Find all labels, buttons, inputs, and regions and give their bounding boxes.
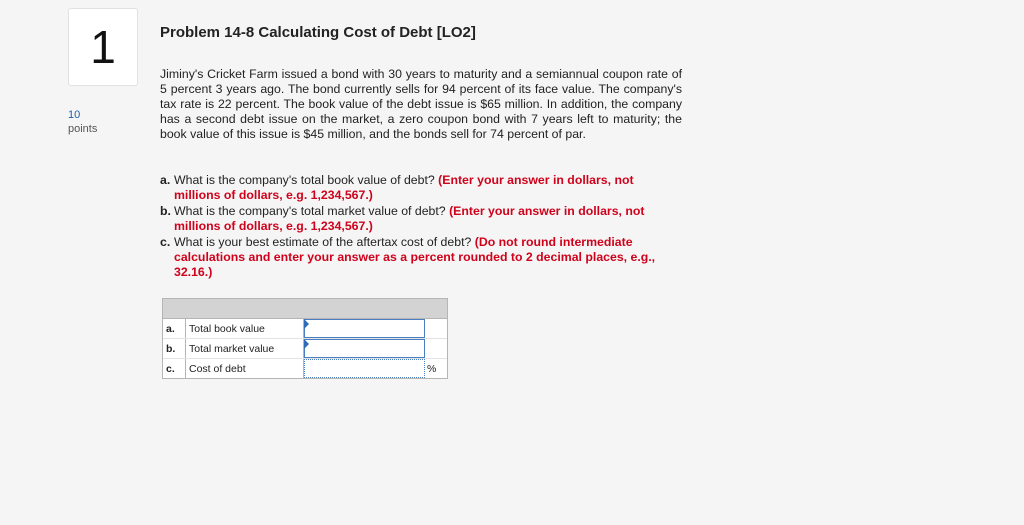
row-label: Total market value	[185, 339, 303, 358]
answer-table-header	[163, 299, 447, 319]
question-text: What is your best estimate of the aftertax cost of debt?	[174, 235, 472, 249]
answer-row-cost-of-debt	[163, 359, 447, 378]
market-value-input[interactable]	[304, 339, 425, 358]
question-letter: c.	[160, 235, 171, 249]
points-info	[68, 108, 97, 136]
question-instruction: (Enter your answer in dollars, not millions of dollars, e.g. 1,234,567.)	[174, 204, 645, 233]
book-value-input[interactable]	[304, 319, 425, 338]
answer-row-market-value	[163, 339, 447, 359]
question-b	[160, 204, 682, 234]
question-letter: b.	[160, 204, 171, 218]
question-instruction: (Do not round intermediate calculations and enter your answer as a percent rounded to 2 decimal places, e.g., 32.16.)	[174, 235, 656, 279]
row-unit	[425, 319, 445, 338]
answer-table	[162, 298, 448, 379]
cost-of-debt-cell	[303, 359, 425, 378]
row-letter: a.	[166, 322, 175, 335]
question-text: What is the company's total book value of debt?	[174, 173, 435, 187]
row-label: Total book value	[185, 319, 303, 338]
percent-unit: %	[427, 362, 437, 375]
row-unit	[425, 339, 445, 358]
question-letter: a.	[160, 173, 171, 187]
question-number-box	[68, 8, 138, 86]
question-instruction: (Enter your answer in dollars, not millions of dollars, e.g. 1,234,567.)	[174, 173, 634, 202]
points-value: 10	[68, 109, 81, 121]
problem-title: Problem 14-8 Calculating Cost of Debt [LO2]	[160, 24, 476, 41]
row-letter: c.	[166, 362, 175, 375]
problem-text: Jiminy's Cricket Farm issued a bond with 30 years to maturity and a semiannual coupon rate of 5 percent 3 years ago. The bond currently sells for 94 percent of its face value. The company's tax rate is 22 percent. The book value of the debt issue is $65 million. In addition, the company has a second debt issue on the market, a zero coupon bond with 7 years left to maturity; the book value of this issue is $45 million, and the bonds sell for 74 percent of par.	[160, 67, 682, 141]
market-value-cell	[303, 339, 425, 358]
points-label: points	[68, 123, 98, 135]
question-c	[160, 235, 682, 280]
question-text: What is the company's total market value of debt?	[174, 204, 446, 218]
answer-row-book-value	[163, 319, 447, 339]
question-a	[160, 173, 682, 203]
question-list	[160, 173, 682, 281]
row-label: Cost of debt	[185, 359, 303, 378]
book-value-cell	[303, 319, 425, 338]
question-number: 1	[90, 21, 116, 73]
row-letter: b.	[166, 342, 176, 355]
cost-of-debt-input[interactable]	[304, 359, 425, 378]
